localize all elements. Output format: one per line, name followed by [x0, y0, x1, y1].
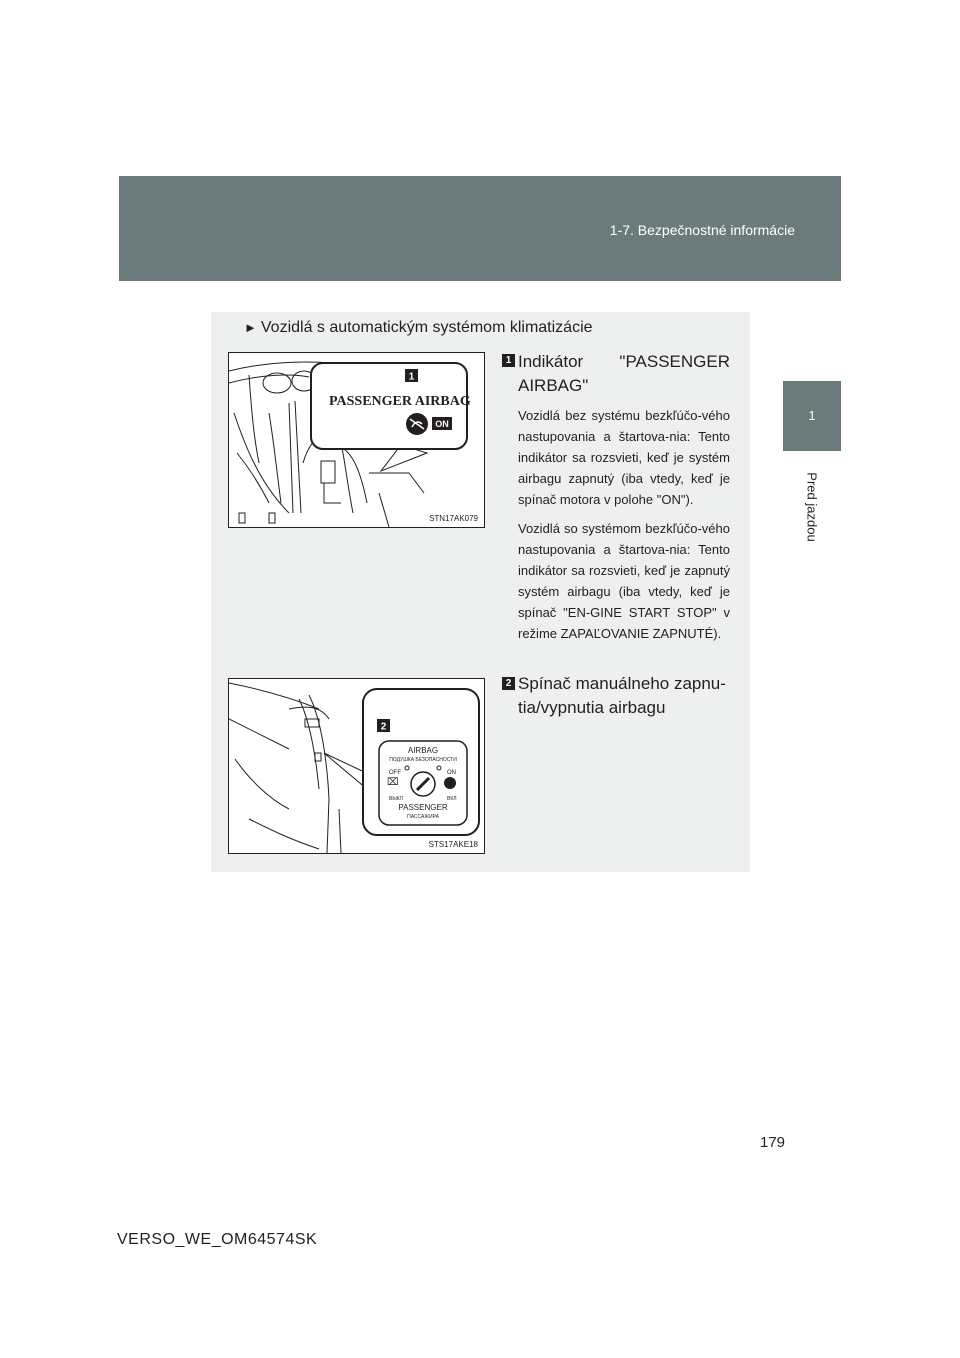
airbag-on-icon	[444, 777, 456, 789]
document-code: VERSO_WE_OM64574SK	[117, 1231, 318, 1248]
section-title-text: Vozidlá s automatickým systémom klimatizácie	[260, 319, 593, 336]
figure-airbag-switch	[228, 678, 485, 854]
figure-passenger-airbag-indicator	[228, 352, 485, 528]
item2-title-line2: tia/vypnutia airbagu	[518, 698, 666, 717]
figure1-code: STN17AK079	[429, 514, 478, 523]
switch-on-label: ON	[447, 770, 456, 776]
figure1-callout-number: 1	[408, 371, 415, 383]
item1-title-line1: Indikátor "PASSENGER	[518, 352, 730, 371]
chapter-tab-number: 1	[808, 408, 816, 423]
triangle-bullet-icon: ►	[244, 320, 257, 335]
item1-title-line2: AIRBAG"	[518, 376, 589, 395]
item1-number-badge: 1	[502, 354, 515, 367]
switch-off-label: OFF	[389, 770, 401, 776]
item2-number-badge: 2	[502, 677, 515, 690]
switch-label-bottom: PASSENGER	[398, 803, 448, 812]
dashboard-illustration	[229, 353, 484, 527]
switch-off-ru-label: ВЫКЛ	[389, 796, 403, 802]
switch-label-top: AIRBAG	[407, 746, 439, 755]
figure1-callout-text: PASSENGER AIRBAG	[329, 394, 471, 409]
item1-desc2: Vozidlá so systémom bezkľúčo-vého nastupovania a štartova-nia: Tento indikátor sa rozsvieti, keď je zapnutý systém airbagu (iba vtedy, keď je spínač "EN-GINE START STOP" v režime ZAPAĽOVANIE ZAPNUTÉ).	[518, 521, 730, 641]
figure1-indicator-label: ON	[435, 419, 449, 429]
switch-on-ru-label: ВКЛ	[447, 796, 457, 802]
item1-desc1: Vozidlá bez systému bezkľúčo-vého nastupovania a štartova-nia: Tento indikátor sa rozsvieti, keď je systém airbagu zapnutý (iba vtedy, keď je spínač motora v polohe "ON").	[518, 408, 730, 507]
switch-label-top-ru: ПОДУШКА БЕЗОПАСНОСТИ	[389, 757, 457, 763]
item2-title-line1: Spínač manuálneho zapnu-	[518, 674, 726, 693]
chapter-side-label	[784, 462, 840, 552]
airbag-switch-illustration	[229, 679, 484, 853]
chapter-tab	[783, 381, 841, 451]
switch-label-bottom-ru: ПАССАЖИРА	[407, 814, 439, 820]
chapter-header	[119, 176, 841, 281]
page-number: 179	[760, 1134, 786, 1151]
figure2-callout-number: 2	[380, 721, 387, 733]
airbag-off-icon: ⌧	[387, 777, 399, 788]
chapter-title: 1-7. Bezpečnostné informácie	[609, 222, 795, 238]
figure2-code: STS17AKE18	[428, 840, 478, 849]
chapter-side-label-text: Pred jazdou	[804, 472, 820, 542]
section-title	[244, 319, 593, 337]
